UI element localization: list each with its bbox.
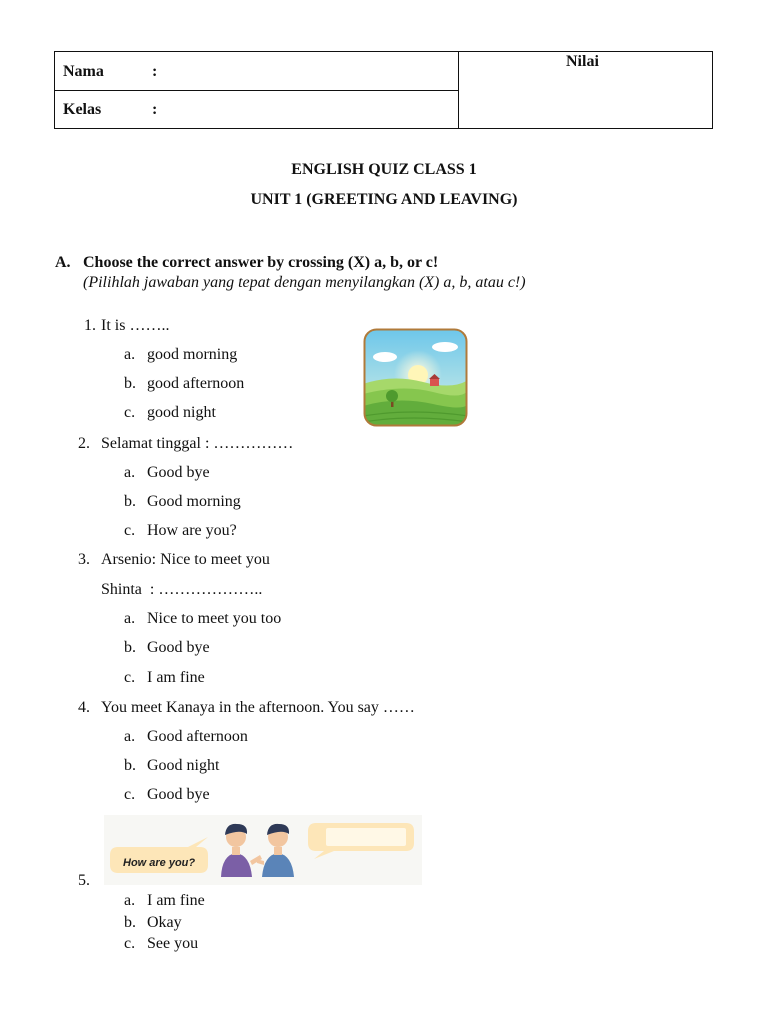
option-text: good night — [147, 404, 216, 421]
quiz-title: ENGLISH QUIZ CLASS 1 — [291, 161, 477, 178]
option[interactable] — [124, 346, 237, 364]
option-letter: a. — [124, 610, 136, 627]
option[interactable] — [124, 786, 210, 804]
morning-landscape-image — [363, 328, 468, 427]
identity-box — [54, 51, 713, 129]
section-instruction: Choose the correct answer by crossing (X) a, b, or c! — [83, 254, 439, 271]
question-number: 5. — [78, 872, 90, 889]
name-colon: : — [152, 63, 158, 80]
name-label: Nama — [63, 63, 104, 80]
conversation-image — [104, 815, 422, 885]
option-text: I am fine — [147, 669, 205, 686]
option[interactable] — [124, 493, 241, 511]
option[interactable] — [124, 404, 216, 422]
option-text: good morning — [147, 346, 238, 363]
option-letter: a. — [124, 728, 136, 745]
option-text: good afternoon — [147, 375, 245, 392]
question-text: Arsenio: Nice to meet you — [101, 551, 270, 568]
option-text: Good afternoon — [147, 728, 248, 745]
divider — [55, 90, 458, 91]
option-letter: b. — [124, 375, 136, 392]
option[interactable] — [124, 639, 210, 657]
option-letter: b. — [124, 493, 136, 510]
question-number: 4. — [78, 699, 90, 716]
option-text: Good bye — [147, 464, 210, 481]
class-label: Kelas — [63, 101, 102, 118]
section-translation: (Pilihlah jawaban yang tepat dengan menyilangkan (X) a, b, atau c!) — [83, 274, 526, 291]
option[interactable] — [124, 464, 210, 482]
option-text: Good morning — [147, 493, 241, 510]
class-colon: : — [152, 101, 158, 118]
option-letter: a. — [124, 892, 136, 909]
option-letter: c. — [124, 404, 136, 421]
option-text: I am fine — [147, 892, 205, 909]
question-number: 1. — [84, 317, 96, 334]
option-letter: c. — [124, 935, 136, 952]
option[interactable] — [124, 669, 205, 687]
question-text-line2: Shinta : ……………….. — [101, 581, 263, 598]
option-letter: b. — [124, 914, 136, 931]
option-text: Good bye — [147, 786, 210, 803]
option[interactable] — [124, 610, 281, 628]
score-label: Nilai — [566, 53, 599, 70]
option-text: See you — [147, 935, 199, 952]
question-text: It is …….. — [101, 317, 170, 334]
section-letter: A. — [55, 254, 71, 271]
option-letter: a. — [124, 346, 136, 363]
option[interactable] — [124, 728, 248, 746]
option[interactable] — [124, 892, 205, 910]
option-text: Good night — [147, 757, 220, 774]
bubble-text: How are you? — [123, 857, 196, 869]
option-letter: c. — [124, 786, 136, 803]
option-letter: b. — [124, 757, 136, 774]
option-letter: c. — [124, 522, 136, 539]
option-text: How are you? — [147, 522, 237, 539]
option-text: Okay — [147, 914, 182, 931]
question-text: You meet Kanaya in the afternoon. You say …… — [101, 699, 415, 716]
option-text: Nice to meet you too — [147, 610, 282, 627]
question-number: 3. — [78, 551, 90, 568]
option[interactable] — [124, 757, 219, 775]
divider — [458, 52, 459, 128]
option-letter: a. — [124, 464, 136, 481]
question-text: Selamat tinggal : …………… — [101, 435, 294, 452]
option-text: Good bye — [147, 639, 210, 656]
option-letter: c. — [124, 669, 136, 686]
question-number: 2. — [78, 435, 90, 452]
option[interactable] — [124, 914, 182, 932]
option[interactable] — [124, 375, 244, 393]
unit-title: UNIT 1 (GREETING AND LEAVING) — [250, 191, 518, 208]
option-letter: b. — [124, 639, 136, 656]
option[interactable] — [124, 522, 237, 540]
option[interactable] — [124, 935, 198, 953]
